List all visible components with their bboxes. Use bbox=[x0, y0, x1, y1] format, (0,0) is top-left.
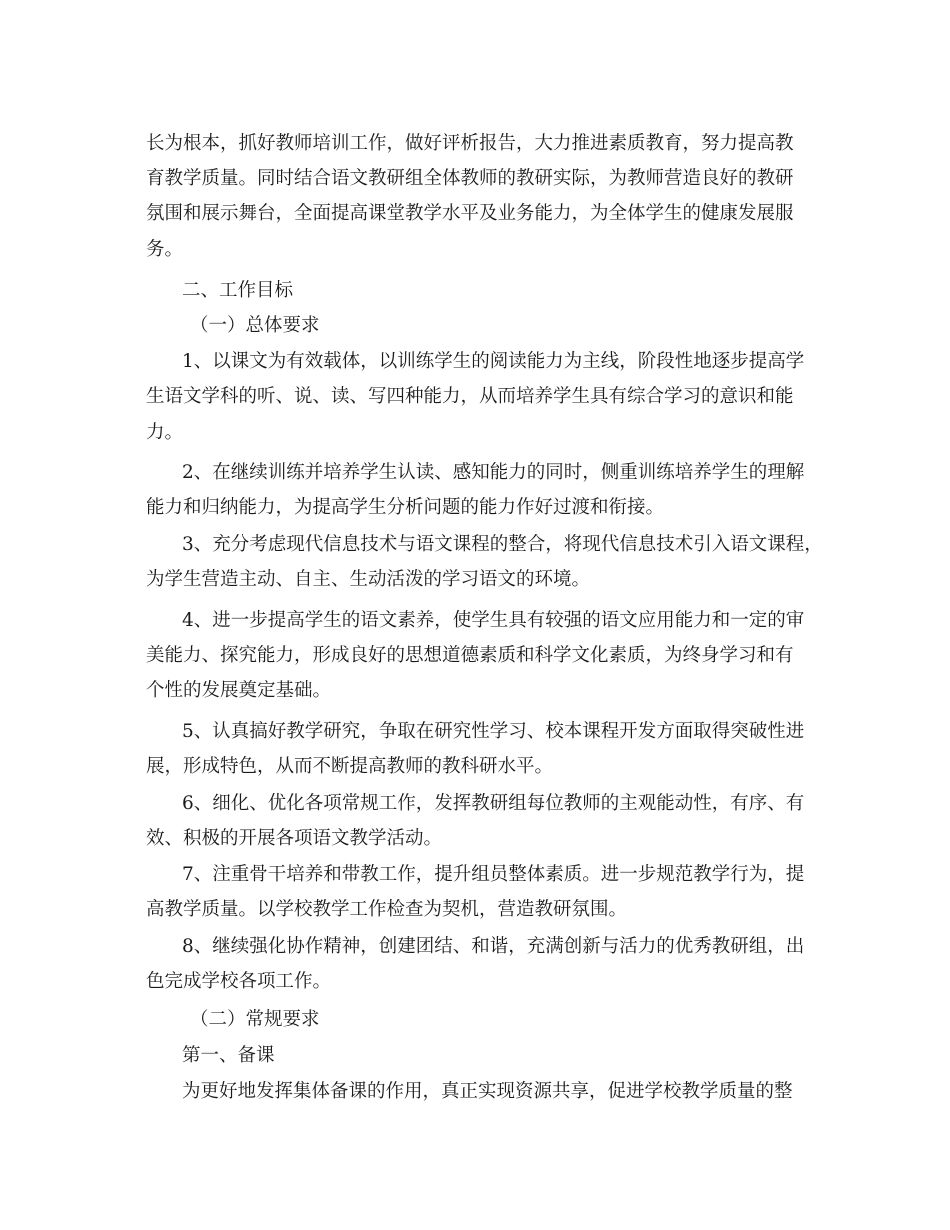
paragraph-line: 个性的发展奠定基础。 bbox=[146, 680, 332, 701]
paragraph-line: 生语文学科的听、说、读、写四种能力，从而培养学生具有综合学习的意识和能 bbox=[146, 386, 794, 407]
paragraph-line: 色完成学校各项工作。 bbox=[146, 971, 332, 992]
paragraph-line: 能力和归纳能力，为提高学生分析问题的能力作好过渡和衔接。 bbox=[146, 497, 665, 518]
paragraph-line: 长为根本，抓好教师培训工作，做好评析报告，大力推进素质教育，努力提高教 bbox=[146, 133, 794, 154]
item-heading: 第一、备课 bbox=[182, 1045, 275, 1066]
paragraph-line: 氛围和展示舞台，全面提高课堂教学水平及业务能力，为全体学生的健康发展服 bbox=[146, 203, 794, 224]
paragraph-line: 为更好地发挥集体备课的作用，真正实现资源共享，促进学校教学质量的整 bbox=[182, 1081, 793, 1102]
paragraph-line: 为学生营造主动、自主、生动活泼的学习语文的环境。 bbox=[146, 569, 591, 590]
subsection-heading: （二）常规要求 bbox=[190, 1009, 320, 1030]
paragraph-line: 8、继续强化协作精神，创建团结、和谐，充满创新与活力的优秀教研组，出 bbox=[182, 936, 805, 957]
paragraph-line: 7、注重骨干培养和带教工作，提升组员整体素质。进一步规范教学行为，提 bbox=[182, 864, 805, 885]
subsection-heading: （一）总体要求 bbox=[190, 315, 320, 336]
paragraph-line: 6、细化、优化各项常规工作，发挥教研组每位教师的主观能动性，有序、有 bbox=[182, 793, 805, 814]
paragraph-line: 2、在继续训练并培养学生认读、感知能力的同时，侧重训练培养学生的理解 bbox=[182, 462, 805, 483]
paragraph-line: 展，形成特色，从而不断提高教师的教科研水平。 bbox=[146, 756, 554, 777]
paragraph-line: 4、进一步提高学生的语文素养，使学生具有较强的语文应用能力和一定的审 bbox=[182, 610, 805, 631]
paragraph-line: 务。 bbox=[146, 239, 184, 260]
paragraph-line: 高教学质量。以学校教学工作检查为契机，营造教研氛围。 bbox=[146, 899, 628, 920]
section-heading: 二、工作目标 bbox=[182, 280, 294, 301]
paragraph-line: 力。 bbox=[146, 422, 184, 443]
paragraph-line: 3、充分考虑现代信息技术与语文课程的整合，将现代信息技术引入语文课程， bbox=[182, 534, 823, 555]
paragraph-line: 美能力、探究能力，形成良好的思想道德素质和科学文化素质，为终身学习和有 bbox=[146, 645, 794, 666]
paragraph-line: 5、认真搞好教学研究，争取在研究性学习、校本课程开发方面取得突破性进 bbox=[182, 721, 805, 742]
paragraph-line: 1、以课文为有效载体，以训练学生的阅读能力为主线，阶段性地逐步提高学 bbox=[182, 351, 805, 372]
paragraph-line: 效、积极的开展各项语文教学活动。 bbox=[146, 828, 443, 849]
paragraph-line: 育教学质量。同时结合语文教研组全体教师的教研实际，为教师营造良好的教研 bbox=[146, 168, 794, 189]
